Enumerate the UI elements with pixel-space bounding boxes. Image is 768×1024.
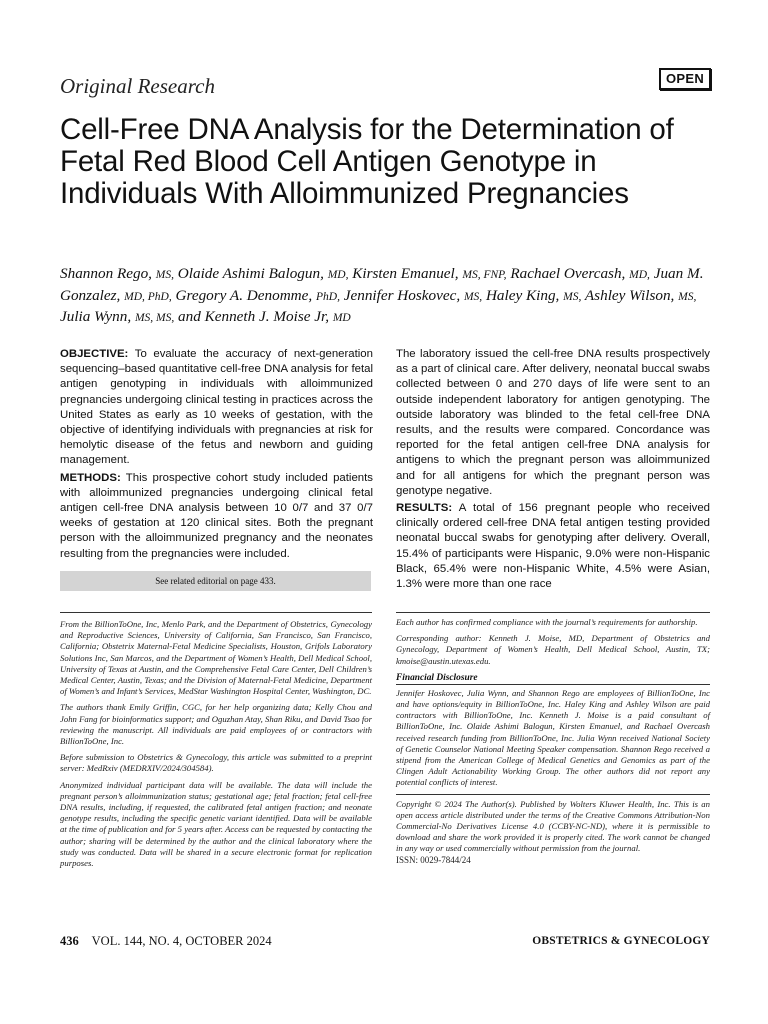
corresponding-author-note: Corresponding author: Kenneth J. Moise, MD, Department of Obstetrics and Gynecology, Department of Women’s Health, Dell Medical School, Austin, TX; kmoise@austin.utexas.edu. <box>396 633 710 666</box>
author-name: Kirsten Emanuel, <box>352 265 463 282</box>
author-degree: MS, <box>678 290 697 303</box>
author-name: Rachael Overcash, <box>510 265 630 282</box>
financial-disclosure-text: Jennifer Hoskovec, Julia Wynn, and Shannon Rego are employees of BillionToOne, Inc and have options/equity in BillionToOne, Inc. Haley King and Ashley Wilson are paid contractors with BillionToOne, Inc. Kenneth J. Moise is a paid consultant of BillionToOne, Inc. Olaide Ashimi Balogun, Kirsten Emanuel, and Rachael Overcash received research funding from BillionToOne, Inc. Julia Wynn received National Society of Genetic Counselor National Meeting Speaker compensation. Shannon Rego received a stipend from the American College of Medical Genetics and Genomics as part of the Clingen Adult Actionability Working Group. The other authors did not report any potential conflicts of interest. <box>396 687 710 788</box>
author-degree: MD, PhD, <box>124 290 172 303</box>
authorship-compliance-note: Each author has confirmed compliance with the journal’s requirements for authorship. <box>396 617 698 627</box>
footnote-divider-right <box>396 612 710 613</box>
objective-text: To evaluate the accuracy of next-generation sequencing–based quantitative cell-free DNA analysis for fetal antigen genotyping in individuals with alloimmunized pregnancies undergoing clinical testing in practices across the United States as early as 10 weeks of gestation, with the objective of identifying individuals with pregnancies at risk for hemolytic disease of the fetus and newborn and guiding management. <box>60 348 373 467</box>
volume-info: VOL. 144, NO. 4, OCTOBER 2024 <box>91 934 272 948</box>
acknowledgments-note: The authors thank Emily Griffin, CGC, for her help organizing data; Kelly Chou and John Fang for bioinformatics support; and Oguzhan Atay, Shan Riku, and David Tsao for reviewing the manuscript. All individuals are paid employees of or contractors with BillionToOne, Inc. <box>60 702 372 747</box>
abstract-results <box>396 501 710 592</box>
abstract-left-column <box>60 347 373 562</box>
author <box>486 287 581 304</box>
author <box>178 265 349 282</box>
journal-name: OBSTETRICS & GYNECOLOGY <box>532 935 710 947</box>
open-access-badge: OPEN <box>659 68 711 90</box>
author-degree: PhD, <box>315 290 340 303</box>
page-number: 436 <box>60 934 79 948</box>
author-degree: MD <box>332 312 351 324</box>
author-degree: MS, <box>563 290 582 303</box>
financial-disclosure-heading: Financial Disclosure <box>396 673 710 685</box>
author-name: Juan M. Gonzalez, <box>60 265 704 304</box>
related-editorial-note: See related editorial on page 433. <box>60 571 371 591</box>
author-name: Haley King, <box>485 286 564 304</box>
copyright-divider <box>396 794 710 795</box>
author-degree: MS, <box>463 290 483 303</box>
data-sharing-note: Anonymized individual participant data will be available. The data will include the pregnant person’s alloimmunization status; gestational age; fetal fraction; fetal cell-free DNA results, including, if requested, the calibrated fetal antigen fraction; and neonate genotype results, including the specific genetic variant identified. Data will be available at the time of publication and for 5 years after. Access can be requested by contacting the author; sharing will be determined by the author and the clinical laboratory where the study was conducted. Data will be shared in a secure electronic format for replication purposes. <box>60 779 372 869</box>
author-name: Shannon Rego, <box>60 265 156 282</box>
author <box>60 265 174 282</box>
author-degree: MD, <box>327 269 349 281</box>
author-name: Gregory A. Denomme, <box>175 286 316 304</box>
copyright-note: Copyright © 2024 The Author(s). Published by Wolters Kluwer Health, Inc. This is an open access article distributed under the terms of the Creative Commons Attribution-Non Commercial-No Derivatives License 4.0 (CCBY-NC-ND), where it is permissible to download and share the work provided it is properly cited. The work cannot be changed in any way or used commercially without permission from the journal. <box>396 798 710 854</box>
footnote-divider-left <box>60 612 372 613</box>
author <box>510 265 650 282</box>
methods-text: This prospective cohort study included patients with alloimmunized pregnancies undergoing clinical fetal antigen cell-free DNA analysis between 10 0/7 and 37 0/7 weeks of gestation at 120 clinical sites. Both the pregnant person with the alloimmunized pregnancy and the neonates resulting from the pregnancies were included. <box>60 471 373 560</box>
author-list <box>60 264 720 329</box>
preprint-note: Before submission to Obstetrics & Gynecology, this article was submitted to a preprint server: MedRxiv (MEDRXIV/2024/304584). <box>60 752 372 774</box>
author-name: Jennifer Hoskovec, <box>343 286 464 304</box>
author <box>585 287 696 304</box>
footnotes-left <box>60 619 372 869</box>
author <box>178 308 351 325</box>
results-text: A total of 156 pregnant people who received clinically ordered cell-free DNA fetal antigen testing provided neonatal buccal swabs for genotyping after delivery. Overall, 15.4% of participants were Hispanic, 9.0% were non-Hispanic Black, 65.4% were non-Hispanic White, 4.5% were Asian, 1.3% were more than one race <box>396 502 710 591</box>
abstract-right-column <box>396 347 710 592</box>
results-label: RESULTS: <box>396 502 453 515</box>
methods-continued: The laboratory issued the cell-free DNA results prospectively as a part of clinical care. After delivery, neonatal buccal swabs collected between 0 and 270 days of life were sent to an outside independent laboratory for antigen genotyping. The outside laboratory was blinded to the fetal cell-free DNA results, and the results were compared. Concordance was reported for the fetal antigen cell-free DNA analysis for antigens to which the pregnant person was alloimmunized and for all antigens for which the pregnant person was genotype negative. <box>396 348 710 497</box>
author-degree: MS, MS, <box>134 312 175 324</box>
section-label: Original Research <box>60 74 215 98</box>
objective-label: OBJECTIVE: <box>60 348 129 360</box>
methods-label: METHODS: <box>60 471 121 484</box>
affiliations-note: From the BillionToOne, Inc, Menlo Park, and the Department of Obstetrics, Gynecology and Reproductive Sciences, University of California, San Francisco, San Francisco, California; Obstetrix Maternal-Fetal Medicine Specialists, Houston, Grifols Laboratory Solutions Inc, San Marcos, and the Department of Women’s Health, Dell Medical School, University of Texas at Austin, and the Comprehensive Fetal Care Center, Dell Children’s Medical Center, Austin, Texas; and the Division of Maternal-Fetal Medicine, Department of Women’s and Infant’s Services, MedStar Washington Hospital Center, Washington, DC. <box>60 619 372 697</box>
author-degree: MS, FNP, <box>462 269 507 281</box>
author <box>60 308 174 325</box>
author-name: Ashley Wilson, <box>584 286 679 304</box>
footnotes-right <box>396 617 710 865</box>
author <box>176 287 340 304</box>
author-degree: MS, <box>155 269 174 281</box>
abstract-objective <box>60 347 373 469</box>
author-degree: MD, <box>629 269 650 281</box>
page-footer-left <box>60 934 272 949</box>
abstract-methods <box>60 471 373 562</box>
author-name: Julia Wynn, <box>60 308 135 325</box>
issn: ISSN: 0029-7844/24 <box>396 854 471 865</box>
author <box>344 287 482 304</box>
author-name: Olaide Ashimi Balogun, <box>177 265 328 282</box>
author-name: and Kenneth J. Moise Jr, <box>178 308 333 325</box>
article-title: Cell-Free DNA Analysis for the Determination of Fetal Red Blood Cell Antigen Genotype in Individuals With Alloimmunized Pregnancies <box>60 113 674 210</box>
author <box>352 265 506 282</box>
